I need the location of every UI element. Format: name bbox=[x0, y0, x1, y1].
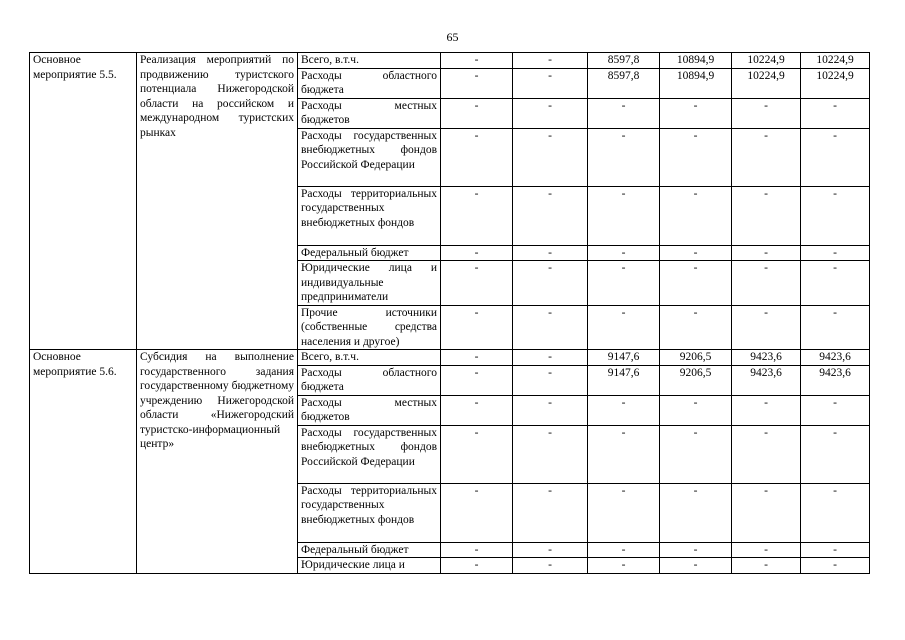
value-cell: - bbox=[660, 305, 732, 350]
value-cell: - bbox=[513, 558, 588, 574]
value-cell: - bbox=[660, 483, 732, 542]
value-cell: - bbox=[801, 186, 870, 245]
value-cell: - bbox=[441, 542, 513, 558]
value-cell: 10224,9 bbox=[732, 68, 801, 98]
value-cell: - bbox=[732, 558, 801, 574]
value-cell: - bbox=[513, 68, 588, 98]
value-cell: 9206,5 bbox=[660, 365, 732, 395]
value-cell: - bbox=[441, 305, 513, 350]
value-cell: 10224,9 bbox=[801, 53, 870, 69]
value-cell: - bbox=[513, 365, 588, 395]
value-cell: - bbox=[513, 350, 588, 366]
value-cell: - bbox=[588, 245, 660, 261]
funding-source-cell: Расходы территориальных государственных внебюджетных фондов bbox=[298, 186, 441, 245]
value-cell: 10224,9 bbox=[801, 68, 870, 98]
value-cell: - bbox=[660, 261, 732, 306]
value-cell: - bbox=[801, 98, 870, 128]
value-cell: - bbox=[441, 483, 513, 542]
value-cell: - bbox=[513, 245, 588, 261]
funding-source-cell: Расходы территориальных государственных внебюджетных фондов bbox=[298, 483, 441, 542]
table-row bbox=[30, 53, 870, 69]
value-cell: - bbox=[801, 542, 870, 558]
value-cell: - bbox=[513, 186, 588, 245]
funding-source-cell: Юридические лица и индивидуальные предприниматели bbox=[298, 261, 441, 306]
value-cell: - bbox=[441, 425, 513, 483]
value-cell: - bbox=[441, 395, 513, 425]
value-cell: - bbox=[588, 542, 660, 558]
value-cell: - bbox=[513, 395, 588, 425]
page-number: 65 bbox=[446, 30, 459, 44]
value-cell: - bbox=[660, 542, 732, 558]
value-cell: - bbox=[660, 395, 732, 425]
funding-source-cell: Юридические лица и bbox=[298, 558, 441, 574]
description-cell: Реализация мероприятий по продвижению туристского потенциала Нижегородской области на российском и международном туристских рынках bbox=[137, 53, 298, 350]
funding-source-cell: Всего, в.т.ч. bbox=[298, 350, 441, 366]
value-cell: - bbox=[801, 425, 870, 483]
value-cell: 8597,8 bbox=[588, 53, 660, 69]
event-cell: Основное мероприятие 5.6. bbox=[30, 350, 137, 574]
funding-source-cell: Федеральный бюджет bbox=[298, 245, 441, 261]
funding-source-cell: Расходы местных бюджетов bbox=[298, 98, 441, 128]
value-cell: 9147,6 bbox=[588, 365, 660, 395]
event-cell: Основное мероприятие 5.5. bbox=[30, 53, 137, 350]
value-cell: - bbox=[732, 305, 801, 350]
value-cell: - bbox=[801, 483, 870, 542]
value-cell: - bbox=[513, 128, 588, 186]
table-row bbox=[30, 350, 870, 366]
value-cell: - bbox=[588, 395, 660, 425]
funding-source-cell: Расходы областного бюджета bbox=[298, 365, 441, 395]
value-cell: - bbox=[801, 558, 870, 574]
funding-source-cell: Расходы государственных внебюджетных фондов Российской Федерации bbox=[298, 425, 441, 483]
value-cell: - bbox=[801, 261, 870, 306]
value-cell: - bbox=[732, 425, 801, 483]
value-cell: - bbox=[513, 53, 588, 69]
value-cell: - bbox=[801, 128, 870, 186]
value-cell: - bbox=[441, 128, 513, 186]
value-cell: - bbox=[660, 245, 732, 261]
value-cell: - bbox=[732, 542, 801, 558]
value-cell: - bbox=[801, 395, 870, 425]
value-cell: - bbox=[660, 98, 732, 128]
value-cell: - bbox=[588, 558, 660, 574]
value-cell: - bbox=[513, 425, 588, 483]
value-cell: - bbox=[588, 186, 660, 245]
value-cell: - bbox=[513, 542, 588, 558]
value-cell: - bbox=[588, 425, 660, 483]
value-cell: 9423,6 bbox=[801, 365, 870, 395]
value-cell: 9423,6 bbox=[801, 350, 870, 366]
value-cell: - bbox=[513, 483, 588, 542]
value-cell: - bbox=[588, 98, 660, 128]
value-cell: - bbox=[441, 365, 513, 395]
value-cell: - bbox=[441, 558, 513, 574]
value-cell: - bbox=[441, 98, 513, 128]
value-cell: - bbox=[441, 53, 513, 69]
value-cell: 9423,6 bbox=[732, 350, 801, 366]
value-cell: 8597,8 bbox=[588, 68, 660, 98]
funding-source-cell: Прочие источники (собственные средства населения и другое) bbox=[298, 305, 441, 350]
value-cell: - bbox=[660, 558, 732, 574]
value-cell: - bbox=[588, 483, 660, 542]
value-cell: - bbox=[801, 305, 870, 350]
value-cell: - bbox=[441, 261, 513, 306]
value-cell: 10894,9 bbox=[660, 68, 732, 98]
funding-source-cell: Расходы областного бюджета bbox=[298, 68, 441, 98]
value-cell: - bbox=[660, 425, 732, 483]
value-cell: - bbox=[732, 98, 801, 128]
value-cell: 10224,9 bbox=[732, 53, 801, 69]
value-cell: 10894,9 bbox=[660, 53, 732, 69]
value-cell: - bbox=[588, 305, 660, 350]
value-cell: - bbox=[732, 483, 801, 542]
value-cell: - bbox=[513, 261, 588, 306]
value-cell: - bbox=[732, 395, 801, 425]
value-cell: - bbox=[513, 98, 588, 128]
value-cell: 9147,6 bbox=[588, 350, 660, 366]
value-cell: - bbox=[732, 186, 801, 245]
description-cell: Субсидия на выполнение государственного задания государственному бюджетному учреждению Нижегородской области «Нижегородский туристско-информационный центр» bbox=[137, 350, 298, 574]
value-cell: 9206,5 bbox=[660, 350, 732, 366]
value-cell: - bbox=[441, 186, 513, 245]
funding-source-cell: Всего, в.т.ч. bbox=[298, 53, 441, 69]
value-cell: - bbox=[801, 245, 870, 261]
value-cell: - bbox=[660, 186, 732, 245]
budget-table bbox=[29, 52, 870, 574]
value-cell: - bbox=[588, 128, 660, 186]
value-cell: - bbox=[441, 350, 513, 366]
value-cell: - bbox=[513, 305, 588, 350]
funding-source-cell: Федеральный бюджет bbox=[298, 542, 441, 558]
value-cell: - bbox=[732, 245, 801, 261]
funding-source-cell: Расходы государственных внебюджетных фондов Российской Федерации bbox=[298, 128, 441, 186]
value-cell: - bbox=[441, 68, 513, 98]
value-cell: - bbox=[732, 261, 801, 306]
funding-source-cell: Расходы местных бюджетов bbox=[298, 395, 441, 425]
value-cell: 9423,6 bbox=[732, 365, 801, 395]
value-cell: - bbox=[441, 245, 513, 261]
value-cell: - bbox=[732, 128, 801, 186]
value-cell: - bbox=[660, 128, 732, 186]
value-cell: - bbox=[588, 261, 660, 306]
